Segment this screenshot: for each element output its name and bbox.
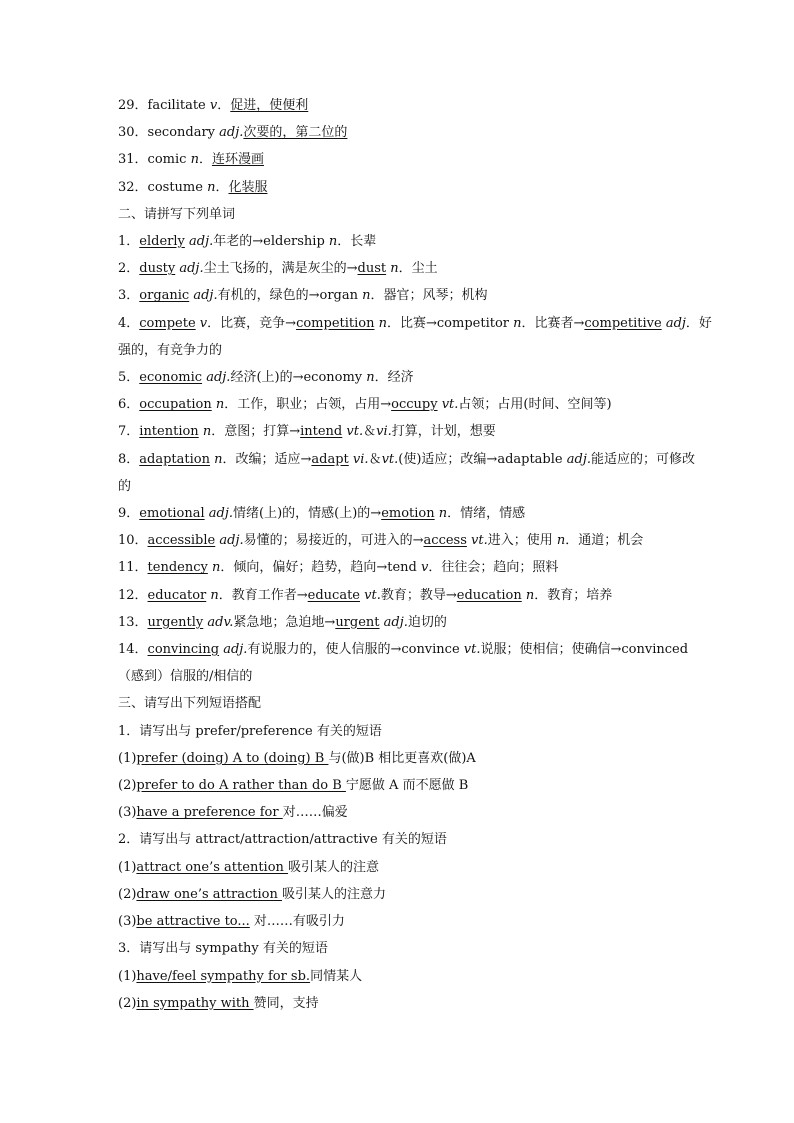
document-body xyxy=(118,92,712,1017)
text-segment: 14． xyxy=(118,642,148,658)
answer-underlined: convincing xyxy=(147,642,220,658)
text-line xyxy=(118,663,688,690)
text-segment: 3． xyxy=(118,288,140,304)
text-segment: 对……偏爱 xyxy=(282,805,348,821)
text-line xyxy=(118,228,688,255)
part-of-speech: n xyxy=(390,261,399,277)
answer-underlined: accessible xyxy=(147,533,216,549)
text-line xyxy=(118,826,688,853)
answer-underlined: compete xyxy=(139,315,196,331)
text-line xyxy=(118,690,688,717)
part-of-speech: n xyxy=(513,315,522,331)
text-segment: ． xyxy=(198,152,212,168)
text-line xyxy=(118,799,688,826)
text-segment: 三、请写出下列短语搭配 xyxy=(118,696,262,712)
text-segment: ．比赛者→ xyxy=(521,315,585,331)
text-segment: ．经济 xyxy=(374,370,414,386)
part-of-speech: vt. xyxy=(441,397,459,413)
answer-underlined: 化装服 xyxy=(228,179,268,195)
part-of-speech: v xyxy=(209,98,218,113)
text-segment: ．倾向，偏好；趋势，趋向→tend xyxy=(220,560,422,576)
answer-underlined: adaptation xyxy=(139,451,210,467)
answer-underlined: occupy xyxy=(391,397,438,413)
text-segment: 教育；教导→ xyxy=(380,587,457,603)
text-segment: ．比赛，竞争→ xyxy=(207,315,297,331)
text-segment: 7． xyxy=(118,424,140,440)
text-line xyxy=(118,391,688,418)
part-of-speech: adj. xyxy=(193,288,218,304)
text-segment: ．尘土 xyxy=(398,261,438,277)
text-segment: (1) xyxy=(118,750,137,766)
part-of-speech: adv. xyxy=(207,614,234,630)
answer-underlined: emotional xyxy=(139,506,205,522)
text-segment: 30．secondary xyxy=(118,125,220,141)
answer-underlined: 次要的，第二位的 xyxy=(243,125,348,141)
text-segment: 5． xyxy=(118,370,140,386)
text-segment: 与(做)B 相比更喜欢(做)A xyxy=(328,750,476,766)
part-of-speech: n xyxy=(214,451,223,467)
text-line xyxy=(118,418,688,445)
answer-underlined: have a preference for xyxy=(136,805,283,821)
text-segment: ．情绪，情感 xyxy=(447,506,526,522)
text-segment: ．工作，职业；占领，占用→ xyxy=(224,397,392,413)
text-segment: 4． xyxy=(118,315,140,331)
part-of-speech: vi. xyxy=(352,451,369,467)
part-of-speech: n xyxy=(210,587,219,603)
text-segment: (2) xyxy=(118,995,137,1011)
text-segment: 11． xyxy=(118,560,148,576)
text-segment: ＆ xyxy=(368,451,382,467)
part-of-speech: n xyxy=(378,315,387,331)
text-segment: 12． xyxy=(118,587,148,603)
text-segment: 说服；使相信；使确信→convinced xyxy=(480,642,689,658)
text-line xyxy=(118,963,688,990)
answer-underlined: draw one’s attraction xyxy=(136,886,282,902)
part-of-speech: adj. xyxy=(566,451,591,467)
part-of-speech: vt. xyxy=(381,451,399,467)
text-segment: 31．comic xyxy=(118,152,191,168)
answer-underlined: educate xyxy=(307,587,360,603)
text-segment: 29．facilitate xyxy=(118,98,210,113)
text-line xyxy=(118,636,688,663)
answer-underlined: 连环漫画 xyxy=(211,152,264,168)
text-segment: 1．请写出与 prefer/preference 有关的短语 xyxy=(118,723,382,739)
part-of-speech: n xyxy=(362,288,371,304)
text-line xyxy=(118,255,688,282)
text-line xyxy=(118,364,688,391)
text-segment: (3) xyxy=(118,914,137,930)
part-of-speech: adj. xyxy=(206,370,231,386)
text-line xyxy=(118,935,688,962)
text-segment: 2． xyxy=(118,261,140,277)
answer-underlined: prefer (doing) A to (doing) B xyxy=(136,750,329,766)
text-segment: 13． xyxy=(118,614,148,630)
text-segment: 1． xyxy=(118,234,140,250)
text-segment: 8． xyxy=(118,451,140,467)
answer-underlined: have/feel sympathy for sb. xyxy=(136,968,311,984)
part-of-speech: v xyxy=(199,315,208,331)
text-line xyxy=(118,908,688,935)
part-of-speech: vt. xyxy=(346,424,364,440)
text-segment: 强的，有竞争力的 xyxy=(118,342,223,358)
text-segment: 紧急地；急迫地→ xyxy=(233,614,336,630)
part-of-speech: n xyxy=(190,152,199,168)
text-segment: 2．请写出与 attract/attraction/attractive 有关的短语 xyxy=(118,832,447,848)
answer-underlined: be attractive to... xyxy=(136,914,250,930)
text-segment: 二、请拼写下列单词 xyxy=(118,206,236,222)
text-segment: ．意图；打算→ xyxy=(211,424,301,440)
answer-underlined: adapt xyxy=(311,451,349,467)
answer-underlined: access xyxy=(423,533,467,549)
answer-underlined: educator xyxy=(147,587,207,603)
answer-underlined: dusty xyxy=(139,261,176,277)
part-of-speech: n xyxy=(366,370,375,386)
text-segment: 占领；占用(时间、空间等) xyxy=(458,397,612,413)
text-segment: 情绪(上)的，情感(上)的→ xyxy=(233,506,382,522)
answer-underlined: in sympathy with xyxy=(136,995,254,1011)
part-of-speech: n xyxy=(207,179,216,195)
text-segment: 32．costume xyxy=(118,179,208,195)
text-segment: 吸引某人的注意力 xyxy=(281,886,386,902)
text-segment: 10． xyxy=(118,533,148,549)
text-line xyxy=(118,881,688,908)
text-segment: （感到）信服的/相信的 xyxy=(118,669,253,685)
text-line xyxy=(118,282,688,309)
text-line xyxy=(118,119,688,146)
answer-underlined: economic xyxy=(139,370,203,386)
text-segment: 易懂的；易接近的，可进入的→ xyxy=(243,533,424,549)
part-of-speech: v xyxy=(421,560,429,576)
answer-underlined: elderly xyxy=(139,234,185,250)
text-line xyxy=(118,582,688,609)
text-segment: ．教育；培养 xyxy=(534,587,613,603)
answer-underlined: tendency xyxy=(147,560,208,576)
text-segment: 年老的→eldership xyxy=(213,234,329,250)
text-line xyxy=(118,554,688,581)
text-segment: 能适应的；可修改 xyxy=(591,451,696,467)
part-of-speech: n xyxy=(525,587,535,603)
part-of-speech: adj xyxy=(665,315,686,331)
text-segment: ．往往会；趋向；照料 xyxy=(428,560,559,576)
answer-underlined: competition xyxy=(296,315,375,331)
text-segment: ．改编；适应→ xyxy=(222,451,312,467)
part-of-speech: vt. xyxy=(364,587,381,603)
answer-underlined: education xyxy=(456,587,522,603)
text-segment: (2) xyxy=(118,886,137,902)
part-of-speech: adj. xyxy=(189,234,214,250)
text-segment: 经济(上)的→economy xyxy=(230,370,367,386)
part-of-speech: n xyxy=(202,424,212,440)
answer-underlined: urgent xyxy=(335,614,380,630)
text-segment: ．长辈 xyxy=(337,234,377,250)
text-segment: 吸引某人的注意 xyxy=(288,859,380,875)
text-line xyxy=(118,990,688,1017)
text-segment: 的 xyxy=(118,478,132,494)
text-segment: 有机的，绿色的→organ xyxy=(217,288,363,304)
answer-underlined: occupation xyxy=(139,397,212,413)
text-line xyxy=(118,772,688,799)
answer-underlined: competitive xyxy=(584,315,662,331)
text-line xyxy=(118,446,696,473)
text-segment: 9． xyxy=(118,506,140,522)
text-line xyxy=(118,310,712,337)
text-segment: 尘土飞扬的，满是灰尘的→ xyxy=(203,261,358,277)
text-segment: (1) xyxy=(118,968,137,984)
part-of-speech: adj. xyxy=(223,642,248,658)
text-segment: ．器官；风琴；机构 xyxy=(370,288,488,304)
part-of-speech: adj. xyxy=(219,533,244,549)
text-line xyxy=(118,92,688,119)
text-segment: (3) xyxy=(118,805,137,821)
part-of-speech: n xyxy=(215,397,225,413)
text-line xyxy=(118,146,688,173)
text-segment: 同情某人 xyxy=(310,968,363,984)
text-segment: 3．请写出与 sympathy 有关的短语 xyxy=(118,941,328,957)
text-segment: (2) xyxy=(118,778,137,794)
text-line xyxy=(118,609,688,636)
answer-underlined: attract one’s attention xyxy=(136,859,289,875)
part-of-speech: n xyxy=(556,533,566,549)
part-of-speech: vt. xyxy=(471,533,488,549)
part-of-speech: n xyxy=(328,234,338,250)
text-segment: (使)适应；改编→adaptable xyxy=(398,451,567,467)
text-line xyxy=(118,745,688,772)
text-segment: 打算，计划，想要 xyxy=(391,424,496,440)
text-segment: ．通道；机会 xyxy=(565,533,644,549)
text-segment: ．比赛→competitor xyxy=(387,315,514,331)
text-segment: ． xyxy=(217,98,231,113)
text-segment: 进入；使用 xyxy=(487,533,557,549)
text-segment: 迫切的 xyxy=(407,614,447,630)
text-segment: 有说服力的，使人信服的→convince xyxy=(247,642,464,658)
text-line xyxy=(118,201,688,228)
part-of-speech: n xyxy=(212,560,221,576)
text-segment: 赞同，支持 xyxy=(253,995,319,1011)
part-of-speech: n xyxy=(438,506,448,522)
part-of-speech: adj. xyxy=(383,614,408,630)
text-segment: ＆ xyxy=(363,424,377,440)
text-line xyxy=(118,718,688,745)
answer-underlined: 促进，使便利 xyxy=(230,98,309,113)
answer-underlined: dust xyxy=(357,261,387,277)
text-segment: ．教育工作者→ xyxy=(218,587,308,603)
text-line xyxy=(118,500,688,527)
part-of-speech: adj. xyxy=(208,506,234,522)
text-line xyxy=(118,473,688,500)
text-line xyxy=(118,854,688,881)
answer-underlined: organic xyxy=(139,288,190,304)
answer-underlined: intention xyxy=(139,424,199,440)
part-of-speech: vi. xyxy=(376,424,392,440)
answer-underlined: intend xyxy=(300,424,343,440)
text-line xyxy=(118,337,688,364)
text-segment: 对……有吸引力 xyxy=(249,914,345,930)
answer-underlined: prefer to do A rather than do B xyxy=(136,778,346,794)
part-of-speech: vt. xyxy=(463,642,481,658)
text-segment: 宁愿做 A 而不愿做 B xyxy=(345,778,469,794)
text-line xyxy=(118,174,688,201)
answer-underlined: emotion xyxy=(381,506,435,522)
text-line xyxy=(118,527,688,554)
part-of-speech: adj. xyxy=(219,125,244,141)
part-of-speech: adj. xyxy=(179,261,204,277)
text-segment: ． xyxy=(215,179,229,195)
text-segment: 6． xyxy=(118,397,140,413)
text-segment: (1) xyxy=(118,859,137,875)
answer-underlined: urgently xyxy=(147,614,204,630)
text-segment: ．好 xyxy=(685,315,712,331)
